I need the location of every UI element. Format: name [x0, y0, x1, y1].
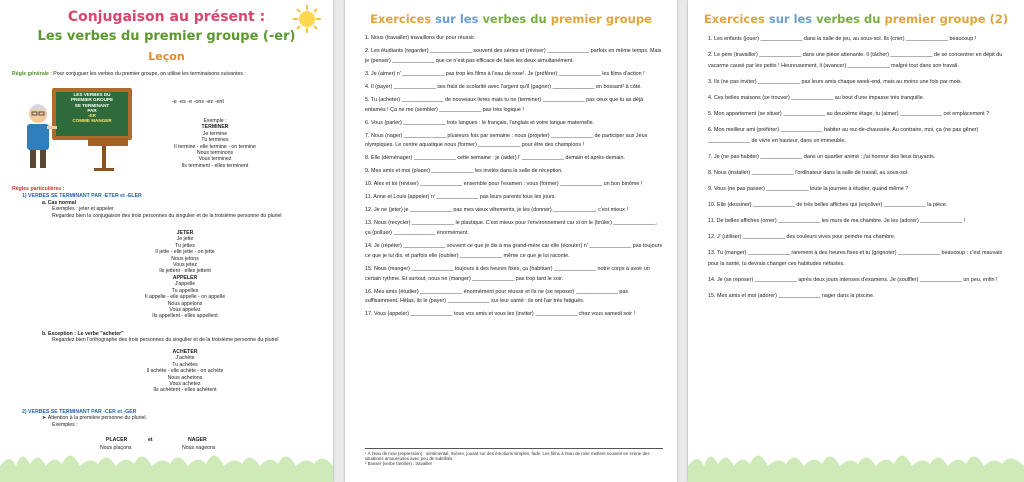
conjugation-line: J'achète: [175, 355, 195, 362]
placer-form: Nous plaçons: [100, 445, 132, 451]
nager-verb: NAGER: [188, 437, 207, 443]
and-word: et: [148, 437, 153, 443]
exercise-item: 14. Je (se reposer) ______________ après deux jours intenses d'examens. Je (souffler) ______________ un peu, enfin !: [708, 277, 998, 283]
case-exception: b. Exception : Le verbe "acheter": [42, 331, 124, 337]
case-exception-note: Regardez bien l'orthographe des trois personnes du singulier et de la troisième personne du pluriel: [52, 337, 279, 344]
exercise-item: 16. Mes amis (étudier) ______________ énormément pour réussir et ils ne (se reposer) ______________ pas suffisamment. Hélas, ils le (payer) ______________ sur leur santé : ils ont l'air très fatigués.: [365, 288, 629, 305]
exercise-item: 12. Je ne (jeter) je ______________ pas mes vieux vêtements, je les (donner) ______________, c'est mieux !: [365, 207, 628, 214]
exercise-item: 8. Nous (installer) ______________ l'ordinateur dans la salle de travail, au sous-sol.: [708, 170, 909, 176]
exercise-item: 1. Les enfants (jouer) ______________ dans la salle de jeu, au sous-sol. Ils (crier) ______________ beaucoup !: [708, 36, 977, 42]
lesson-page: [0, 0, 333, 482]
special-rules: [12, 186, 322, 219]
teacher-illustration: [18, 86, 138, 172]
exercise-item: 8. Elle (déménager) ______________ cette semaine : je (aider) l' ______________ demain et après-demain.: [365, 155, 625, 162]
conjugation-line: Tu termines: [201, 137, 229, 144]
conjugation-line: Ils achètent - elles achètent: [153, 387, 217, 394]
section-eter-eler: 1) VERBES SE TERMINANT PAR -ETER et -ELER: [22, 193, 142, 200]
conjugation-line: Nous terminons: [196, 150, 234, 157]
conjugation-line: Vous appelez: [169, 307, 201, 314]
board-text: PAR: [87, 107, 97, 113]
exercise-item: 13. Nous (recycler) ______________ le plastique. C'est mieux pour l'environnement car si on le (brûler) ______________, ça (polluer) ______________ énormément.: [365, 220, 657, 236]
special-rules-heading: Règles particulières :: [12, 186, 65, 192]
exercise-item: 10. Elle (dessiner) ______________ de très belles affiches qui (enjoliver) ______________ la pièce.: [708, 202, 948, 208]
exercise-list: [708, 34, 1010, 307]
exception-acheter: [12, 331, 322, 344]
conjugation-line: Nous achetons: [167, 374, 203, 381]
conjugation-line: Tu jettes: [175, 242, 195, 249]
conjugation-line: Tu appelles: [171, 287, 199, 294]
rule-text: : Pour conjuguer les verbes du premier groupe, on utilise les terminaisons suivantes :: [50, 71, 246, 77]
conjugation-line: Ils appellent - elles appellent: [152, 313, 218, 320]
exercise-item: 4. Il (payer) ______________ ses frais de scolarité avec l'argent qu'il (gagner) ______________ en bossant² à côté.: [365, 83, 642, 90]
exercise-item: 3. Ils (ne pas inviter) ______________ pas leurs amis chaque week-end, mais au moins une fois par mois.: [708, 79, 963, 85]
exercise-item: 2. Les étudiants (regarder) ______________ souvent des séries et (réviser) ______________ parfois en même temps. Mais je (penser) ______________ que ce n'est pas efficace de faire les deux simultanément.: [365, 47, 662, 64]
conjugation-line: Vous terminez: [198, 156, 232, 163]
conjugation-line: Nous jetons: [171, 255, 199, 262]
section-cer-ger-note: ➤ Attention à la première personne du pluriel.: [42, 415, 147, 422]
nager-form: Nous nageons: [182, 445, 216, 451]
exercise-item: 5. Tu (acheter) ______________ de nouveaux livres mais tu ne (terminer) ______________ pas ceux que tu as déjà entamés ! Ça ne me (sembler) ______________ pas très logique !: [365, 96, 644, 113]
exercise-item: 9. Vous (ne pas passer) ______________ toute la journée à étudier, quand même ?: [708, 186, 909, 192]
conjugation-line: Il termine - elle termine - on termine: [174, 143, 256, 150]
footnotes: [365, 448, 663, 467]
exercise-item: 6. Mon meilleur ami (préférer) ______________ habiter au rez-de-chaussée. Au contraire, moi, ça (ne pas gêner) ______________ de vivre en hauteur, dans un immeuble.: [708, 127, 979, 144]
example-verb: TERMINER: [201, 124, 229, 131]
conjugation-line: Ils jettent - elles jettent: [159, 268, 211, 275]
board-text: -ER: [88, 113, 96, 119]
exercise-item: 5. Mon appartement (se situer) ______________ au deuxième étage, tu (aimer) ______________ cet emplacement ?: [708, 111, 990, 117]
board-text: PREMIER GROUPE: [70, 97, 114, 103]
board-text: LES VERBES DU: [73, 92, 111, 97]
exercise-item: 13. Tu (manger) ______________ rarement à des heures fixes et tu (grignoter) ______________ beaucoup : c'est mauvais pour la santé, tu devrais changer ces habitudes néfastes.: [708, 250, 1003, 267]
conjugation-line: Ils terminent - elles terminent: [181, 162, 249, 169]
exercise-title: Exercices sur les verbes du premier groupe (2): [703, 12, 1009, 26]
conjugation-line: Vous jetez: [173, 262, 197, 269]
exercise-item: 11. De belles affiches (orner) ______________ les murs de ma chambre. Je les (adorer) ______________ !: [708, 218, 966, 224]
exercise-list: [365, 34, 663, 323]
footnote: ² Bosser (verbe familier) : travailler: [365, 461, 433, 467]
exercise-item: 3. Je (aimer) n' ______________ pas trop les films à l'eau de rose¹. Je (préférer) ______________ les films d'action !: [365, 70, 645, 77]
conjugation-line: Je jette: [176, 236, 194, 243]
case-normal-examples: Exemples : jeter et appeler: [52, 206, 114, 213]
exercise-item: 10. Alex et toi (réviser) ______________ ensemble pour l'examen : vous (former) ______________ un bon binôme !: [365, 181, 643, 188]
arrow-icon: ➤: [42, 415, 48, 422]
lesson-heading: Leçon: [148, 50, 185, 63]
placer-verb: PLACER: [106, 437, 128, 443]
exercise-item: 7. Je (ne pas habiter) ______________ dans un quartier animé : j'ai horreur des lieux bruyants.: [708, 154, 936, 160]
exercise-item: 2. Le père (travailler) ______________ dans une pièce attenante. Il (tâcher) ______________ de se concentrer en dépit du vacarme causé par les petits ! Heureusement, il (avancer) ______________ malgré tout dans son travail.: [708, 52, 1003, 69]
exercise-page-1: [345, 0, 677, 482]
section-cer-ger-examples: Exemples :: [52, 421, 78, 428]
conjugation-line: Il jette - elle jette - on jette: [155, 249, 215, 256]
exercise-item: 14. Je (répéter) ______________ souvent ce que je dis à ma grand-mère car elle (écouter) n' ______________ pas toujours ce que je lui dis, et parfois elle (oublier) ______________ même ce que je lui raconte.: [365, 242, 663, 259]
appeler-verb: APPELER: [172, 275, 198, 281]
section-cer-ger-heading: 2) VERBES SE TERMINANT PAR -CER et -GER: [22, 409, 137, 415]
exercise-item: 17. Vous (appeler) ______________ tous vos amis et vous les (inviter) ______________ chez vous samedi soir !: [365, 311, 635, 318]
acheter-block: [110, 349, 260, 394]
case-normal: a. Cas normal: [42, 199, 77, 206]
example-label: Exemple :: [203, 118, 227, 124]
conjugation-line: Tu achètes: [172, 361, 198, 368]
conjugation-line: Il achète - elle achète - on achète: [146, 368, 224, 375]
board-text: SE TERMINANT: [74, 102, 110, 108]
exercise-item: 11. Anne et Louis (appeler) n' ______________ pas leurs parents tous les jours.: [365, 194, 556, 201]
case-normal-note: Regardez bien la conjugaison des trois personnes du singulier et de la troisième personne du pluriel: [52, 212, 282, 219]
exercise-item: 7. Nous (nager) ______________ plusieurs fois par semaine : nous (projeter) ______________ de participer aux Jeux olympiques. Le centre aquatique nous (former) ______________ pour être des champions !: [365, 132, 648, 149]
exercise-item: 1. Nous (travailler) travaillons dur pour réussir.: [365, 35, 476, 41]
general-rule: [12, 71, 327, 77]
exercise-item: 12. J' (utiliser) ______________ des couleurs vives pour peindre ma chambre.: [708, 234, 896, 240]
conjugation-line: Nous appelons: [167, 300, 203, 307]
exercise-item: 15. Mes amis et moi (adorer) ______________ nager dans la piscine.: [708, 293, 875, 299]
board-text: COMME MANGER: [72, 118, 112, 124]
page-title: Conjugaison au présent :: [67, 9, 266, 25]
example-block: [140, 118, 290, 169]
exercise-item: 6. Vous (parler) ______________ trois langues : le français, l'anglais et votre langue maternelle.: [365, 119, 595, 126]
exercise-item: 15. Nous (manger) ______________ toujours à des heures fixes, ça (habituer) ______________ notre corps à avoir un certain rythme. Et surtout, nous ne (manger) ______________ pas trop tard le soir.: [365, 265, 650, 282]
appeler-block: [110, 275, 260, 320]
jeter-verb: JETER: [176, 230, 194, 236]
grass-decoration: [688, 438, 1024, 482]
rule-label: Règle générale: [12, 71, 49, 77]
exercise-item: 9. Mes amis et moi (placer) ______________ les invités dans la salle de réception.: [365, 168, 563, 175]
exercise-page-2: [688, 0, 1024, 482]
footnote: ¹ À l'eau de rose (expression) : sentimental, mièvre, jouant sur des émotions simples, fade. Les films à l'eau de rose mettent souvent en scène des situations amoureuses avec peu de subtilités.: [365, 451, 650, 462]
grass-decoration: [0, 438, 333, 482]
exercise-item: 4. Ces belles maisons (se trouver) ______________ au bout d'une impasse très tranquille.: [708, 95, 925, 101]
endings: -e -es -e -ons -ez -ent: [172, 99, 224, 105]
conjugation-line: Vous achetez: [169, 381, 201, 388]
exercise-title: Exercices sur les verbes du premier groupe: [370, 12, 652, 26]
jeter-block: [110, 230, 260, 275]
conjugation-line: Il appelle - elle appelle - on appelle: [144, 294, 226, 301]
section-cer-ger: [12, 409, 322, 428]
conjugation-line: Je termine: [202, 130, 228, 137]
acheter-verb: ACHETER: [172, 349, 198, 355]
page-subtitle: Les verbes du premier groupe (-er): [37, 29, 296, 44]
conjugation-line: J'appelle: [174, 281, 196, 288]
